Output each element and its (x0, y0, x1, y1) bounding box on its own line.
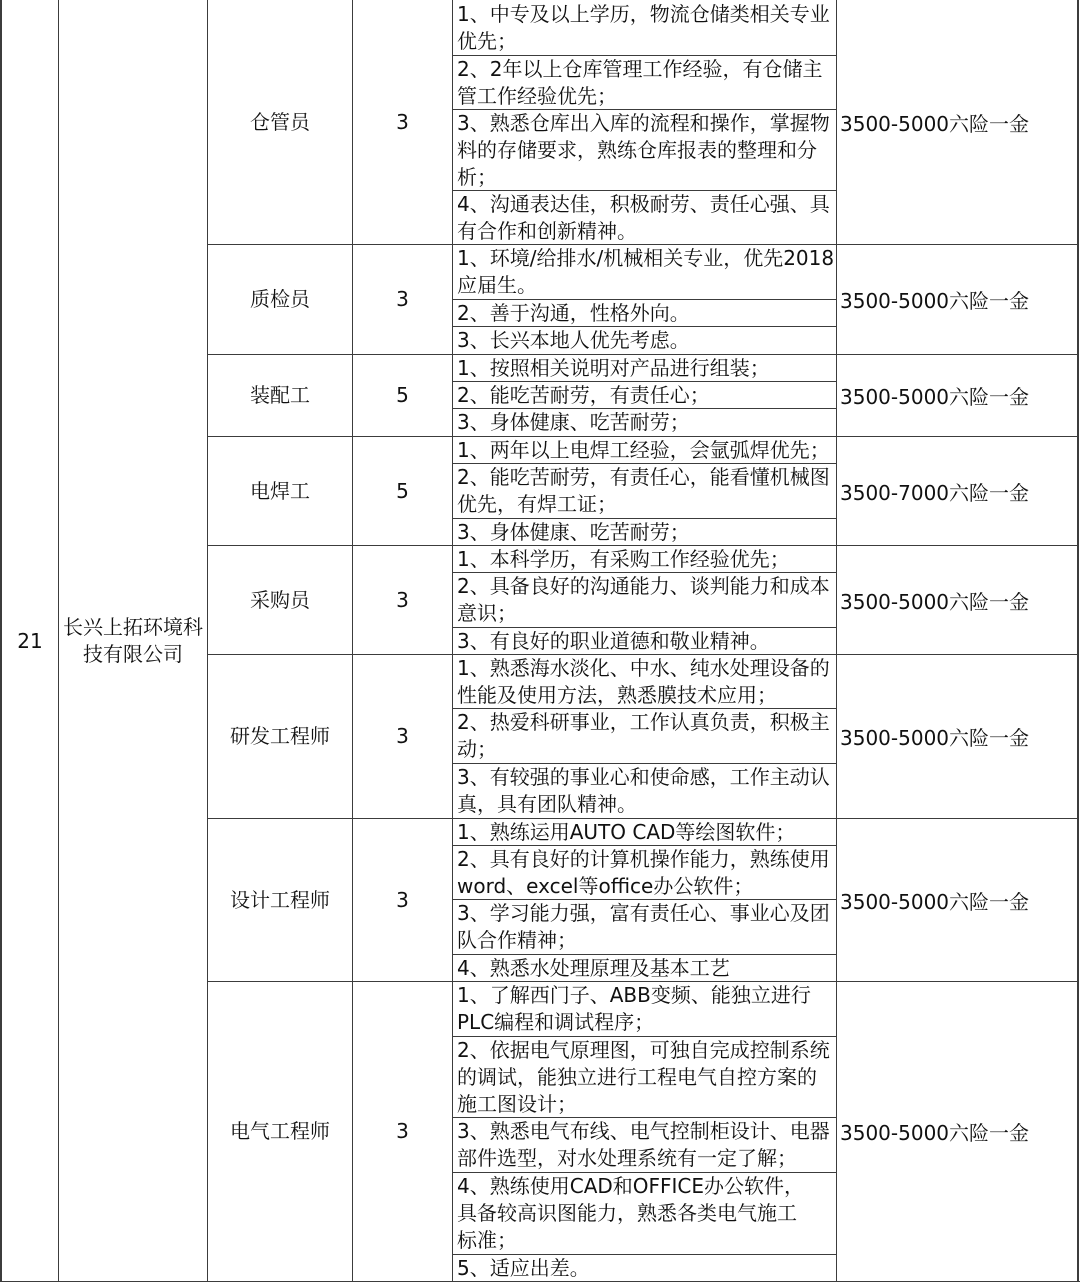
position-salary: 3500-5000六险一金 (840, 289, 1030, 313)
requirement-item: 2、2年以上仓库管理工作经验，有仓储主管工作经验优先； (457, 57, 823, 108)
requirement-item: 5、适应出差。 (457, 1256, 590, 1280)
position-salary: 3500-5000六险一金 (840, 385, 1030, 409)
requirement-item: 3、学习能力强，富有责任心、事业心及团队合作精神； (457, 901, 830, 952)
requirement-item: 3、熟悉仓库出入库的流程和操作，掌握物料的存储要求，熟练仓库报表的整理和分析； (457, 111, 830, 189)
position-salary: 3500-5000六险一金 (840, 111, 1030, 136)
requirement-item: 1、了解西门子、ABB变频、能独立进行PLC编程和调试程序； (457, 983, 811, 1034)
position-count: 3 (396, 887, 409, 912)
requirement-item: 3、有较强的事业心和使命感，工作主动认真，具有团队精神。 (457, 765, 830, 816)
position-title: 研发工程师 (230, 724, 330, 748)
requirement-item: 1、本科学历，有采购工作经验优先； (457, 547, 790, 571)
requirement-item: 2、能吃苦耐劳，有责任心； (457, 383, 710, 407)
requirement-item: 2、具有良好的计算机操作能力，熟练使用word、excel等office办公软件； (457, 847, 830, 898)
position-salary: 3500-5000六险一金 (840, 1121, 1030, 1145)
position-count: 3 (396, 587, 409, 612)
position-salary: 3500-5000六险一金 (840, 589, 1030, 614)
position-salary: 3500-5000六险一金 (840, 726, 1030, 750)
position-count: 3 (396, 109, 409, 134)
position-title: 设计工程师 (230, 887, 330, 912)
position-count: 3 (396, 287, 409, 311)
company-name: 长兴上拓环境科技有限公司 (63, 615, 203, 666)
requirement-item: 3、有良好的职业道德和敬业精神。 (457, 629, 770, 653)
position-title: 电气工程师 (230, 1119, 330, 1143)
position-title: 质检员 (250, 287, 310, 311)
requirement-item: 1、中专及以上学历，物流仓储类相关专业优先； (457, 2, 830, 53)
position-count: 5 (396, 478, 409, 503)
position-title: 采购员 (250, 587, 310, 612)
position-title: 电焊工 (250, 478, 310, 503)
requirement-item: 1、熟悉海水淡化、中水、纯水处理设备的性能及使用方法，熟悉膜技术应用； (457, 656, 830, 707)
requirement-item: 1、按照相关说明对产品进行组装； (457, 356, 770, 380)
position-title: 装配工 (250, 383, 310, 407)
requirement-item: 3、长兴本地人优先考虑。 (457, 328, 690, 352)
position-salary: 3500-5000六险一金 (840, 889, 1030, 914)
requirement-item: 4、沟通表达佳，积极耐劳、责任心强、具有合作和创新精神。 (457, 192, 830, 243)
position-count: 3 (396, 1119, 409, 1143)
requirement-item: 3、身体健康、吃苦耐劳； (457, 520, 690, 544)
requirement-item: 2、具备良好的沟通能力、谈判能力和成本意识； (457, 574, 830, 625)
grid-line (1077, 0, 1079, 1282)
position-count: 5 (396, 383, 409, 407)
requirement-item: 1、环境/给排水/机械相关专业，优先2018应届生。 (457, 246, 835, 297)
requirement-item: 4、熟悉水处理原理及基本工艺 (457, 956, 730, 980)
requirement-item: 1、两年以上电焊工经验，会氩弧焊优先； (457, 438, 830, 462)
requirement-item: 2、善于沟通，性格外向。 (457, 301, 690, 325)
requirement-item: 3、身体健康、吃苦耐劳； (457, 410, 690, 434)
requirement-item: 4、熟练使用CAD和OFFICE办公软件，具备较高识图能力，熟悉各类电气施工标准； (457, 1174, 805, 1252)
requirement-item: 1、熟练运用AUTO CAD等绘图软件； (457, 820, 796, 844)
position-count: 3 (396, 724, 409, 748)
requirement-item: 2、热爱科研事业，工作认真负责，积极主动； (457, 710, 830, 761)
position-salary: 3500-7000六险一金 (840, 480, 1030, 505)
requirement-item: 2、依据电气原理图，可独自完成控制系统的调试，能独立进行工程电气自控方案的施工图设计； (457, 1038, 830, 1116)
requirement-item: 2、能吃苦耐劳，有责任心，能看懂机械图优先，有焊工证； (457, 465, 830, 516)
requirement-item: 3、熟悉电气布线、电气控制柜设计、电器部件选型，对水处理系统有一定了解； (457, 1119, 830, 1170)
row-number: 21 (17, 628, 43, 653)
position-title: 仓管员 (250, 109, 310, 134)
